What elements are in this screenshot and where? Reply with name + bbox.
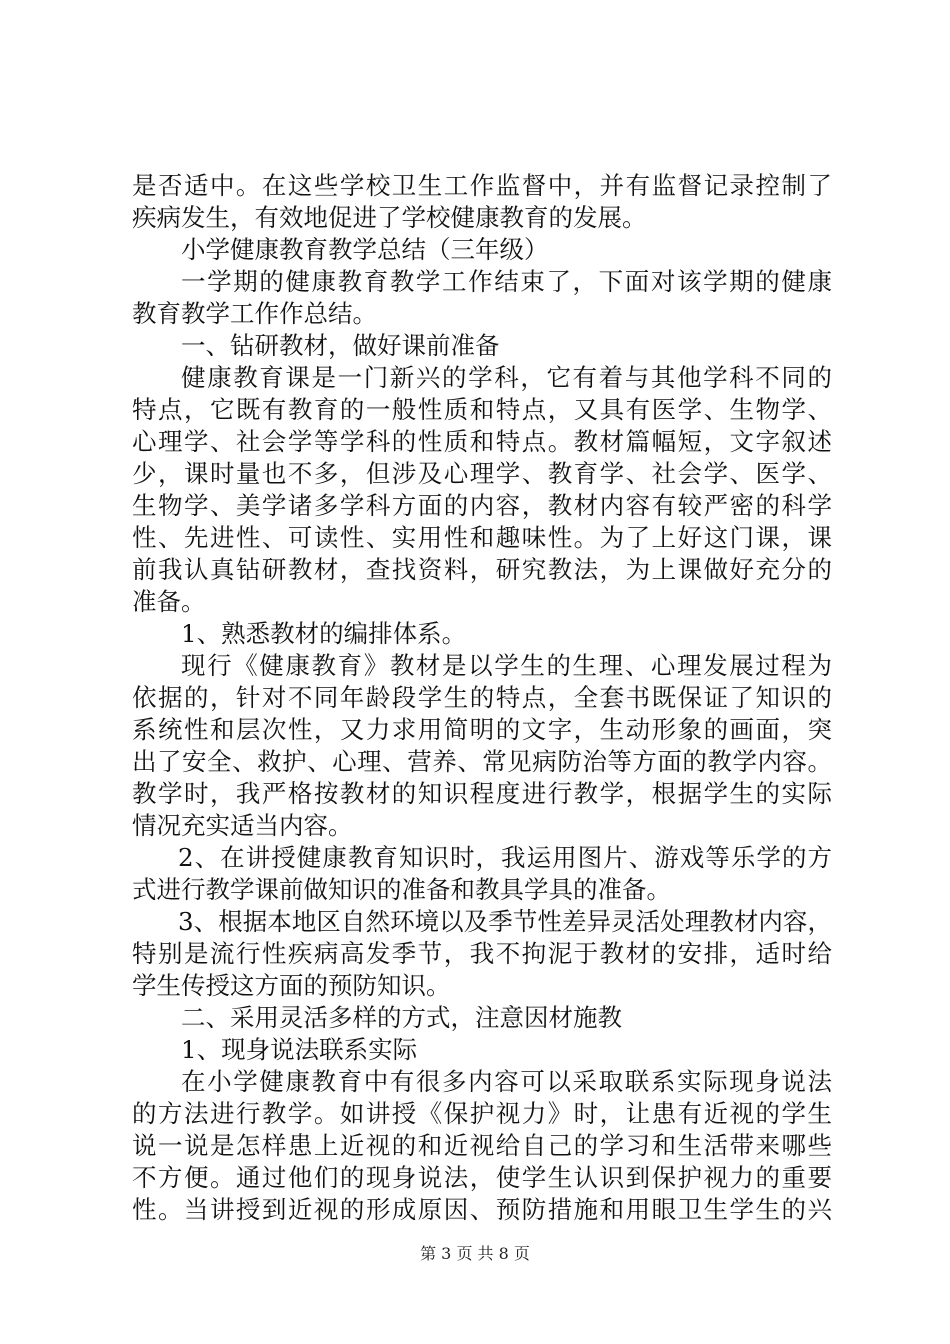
text-line: 教学时，我严格按教材的知识程度进行教学，根据学生的实际	[132, 779, 832, 808]
text-line: 一学期的健康教育教学工作结束了，下面对该学期的健康	[181, 267, 832, 296]
text-line: 特点，它既有教育的一般性质和特点，又具有医学、生物学、	[132, 395, 832, 424]
text-line: 前我认真钻研教材，查找资料，研究教法，为上课做好充分的	[132, 555, 832, 584]
text-line: 健康教育课是一门新兴的学科，它有着与其他学科不同的	[181, 363, 832, 392]
text-line: 学生传授这方面的预防知识。	[132, 971, 451, 1000]
text-line: 说一说是怎样患上近视的和近视给自己的学习和生活带来哪些	[132, 1131, 832, 1160]
text-line: 2、在讲授健康教育知识时，我运用图片、游戏等乐学的方	[178, 843, 832, 872]
subheading: 1、现身说法联系实际	[181, 1035, 418, 1064]
page-number: 第 3 页 共 8 页	[420, 1244, 530, 1263]
text-line: 情况充实适当内容。	[132, 811, 353, 840]
text-line: 依据的，针对不同年龄段学生的特点，全套书既保证了知识的	[132, 683, 832, 712]
section-heading: 二、采用灵活多样的方式，注意因材施教	[181, 1003, 622, 1032]
text-line: 心理学、社会学等学科的性质和特点。教材篇幅短，文字叙述	[132, 427, 832, 456]
text-line: 准备。	[132, 587, 206, 616]
text-line: 现行《健康教育》教材是以学生的生理、心理发展过程为	[181, 651, 832, 680]
text-line: 的方法进行教学。如讲授《保护视力》时，让患有近视的学生	[132, 1099, 832, 1128]
section-heading: 一、钻研教材，做好课前准备	[181, 331, 500, 360]
text-line: 在小学健康教育中有很多内容可以采取联系实际现身说法	[181, 1067, 832, 1096]
text-line: 教育教学工作作总结。	[132, 299, 377, 328]
document-body	[132, 170, 832, 1226]
text-line: 式进行教学课前做知识的准备和教具学具的准备。	[132, 875, 671, 904]
text-line: 是否适中。在这些学校卫生工作监督中，并有监督记录控制了	[132, 171, 832, 200]
text-line: 生物学、美学诸多学科方面的内容，教材内容有较严密的科学	[132, 491, 832, 520]
subheading: 1、熟悉教材的编排体系。	[181, 619, 467, 648]
text-line: 出了安全、救护、心理、营养、常见病防治等方面的教学内容。	[132, 747, 832, 776]
text-line: 3、根据本地区自然环境以及季节性差异灵活处理教材内容，	[178, 907, 832, 936]
text-line: 疾病发生，有效地促进了学校健康教育的发展。	[132, 203, 647, 232]
text-line: 不方便。通过他们的现身说法，使学生认识到保护视力的重要	[132, 1163, 832, 1192]
text-line: 少，课时量也不多，但涉及心理学、教育学、社会学、医学、	[132, 459, 832, 488]
text-line: 系统性和层次性，又力求用简明的文字，生动形象的画面，突	[132, 715, 832, 744]
text-line: 性。当讲授到近视的形成原因、预防措施和用眼卫生学生的兴	[132, 1195, 832, 1224]
section-title: 小学健康教育教学总结（三年级）	[181, 235, 549, 264]
text-line: 性、先进性、可读性、实用性和趣味性。为了上好这门课，课	[132, 523, 832, 552]
text-line: 特别是流行性疾病高发季节，我不拘泥于教材的安排，适时给	[132, 939, 832, 968]
